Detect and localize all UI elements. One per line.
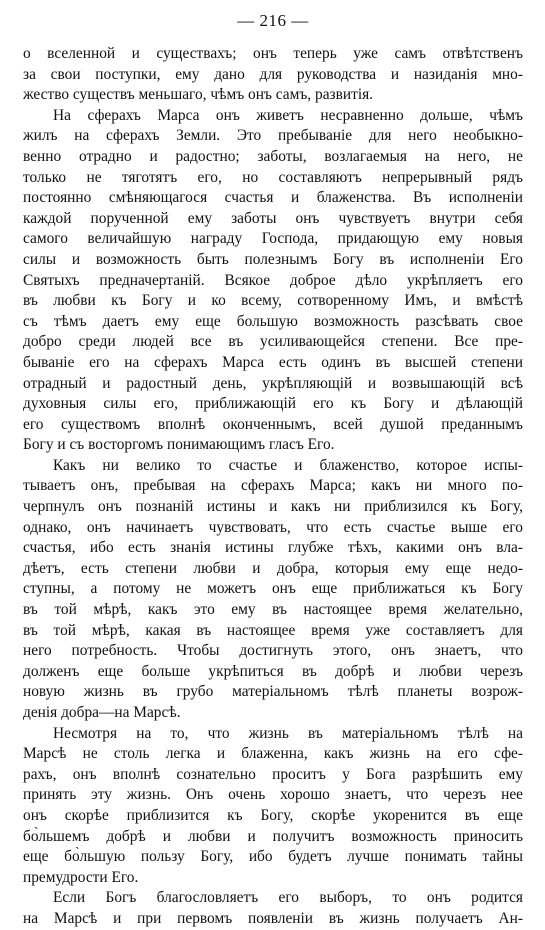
text-line: Святыхъ предначертаній. Всякое доброе дѣло укрѣпляетъ его	[23, 271, 523, 289]
text-line: Богу и съ восторгомъ понимающимъ гласъ Его.	[23, 436, 335, 454]
text-line: однако, онъ начинаетъ чувствовать, что есть счастье выше его	[23, 518, 523, 536]
text-line: въ той мѣрѣ, какъ это ему въ настоящее время желательно,	[23, 601, 523, 619]
text-line: силы и возможность быть полезнымъ Богу въ исполненіи Его	[23, 250, 523, 268]
text-line: каждой порученной ему заботы онъ чувствуетъ внутри себя	[23, 209, 523, 227]
text-line: ступны, а потому не можетъ онъ еще приближаться къ Богу	[23, 580, 523, 598]
text-line: самого величайшую награду Господа, придающую ему новыя	[23, 230, 523, 248]
text-line: дѣетъ, есть степени любви и добра, которыя ему еще недо-	[23, 559, 523, 577]
paragraph	[23, 106, 523, 456]
text-line: принять эту жизнь. Онъ очень хорошо знаетъ, что черезъ нее	[23, 786, 523, 804]
text-line: его существомъ вполнѣ оконченнымъ, всей душой преданнымъ	[23, 415, 523, 433]
text-line: него потребность. Чтобы достигнуть этого, онъ знаетъ, что	[23, 642, 523, 660]
text-line: съ тѣмъ даетъ ему еще большую возможность разсѣвать свое	[23, 312, 523, 330]
page-number: — 216 —	[237, 11, 309, 30]
text-line: за свои поступки, ему дано для руководства и назиданія мно-	[23, 65, 523, 83]
page-text	[23, 44, 523, 930]
text-line: счастья, ибо есть знанія истины глубже тѣхъ, какими онъ вла-	[23, 539, 523, 557]
text-line: еще бо̀льшую пользу Богу, ибо будетъ лучше понимать тайны	[23, 848, 523, 866]
text-line: въ той мѣрѣ, какая въ настоящее время уже составляетъ для	[23, 621, 523, 639]
text-line: Если Богъ благословляетъ его выборъ, то онъ родится	[53, 889, 523, 907]
text-line: бо̀льшемъ добрѣ и любви и получитъ возможность приносить	[23, 827, 523, 845]
text-line: премудрости Его.	[23, 868, 139, 886]
text-line: рахъ, онъ вполнѣ сознательно проситъ у Бога разрѣшить ему	[23, 765, 523, 783]
text-line: жество существъ меньшаго, чѣмъ онъ самъ, развитія.	[23, 86, 374, 104]
text-line: на Марсѣ и при первомъ появленіи въ жизнь получаетъ Ан-	[23, 909, 523, 927]
paragraph	[23, 44, 523, 106]
text-line: венно отрадно и радостно; заботы, возлагаемыя на него, не	[23, 147, 523, 165]
text-line: долженъ еще больше укрѣпиться въ добрѣ и любви черезъ	[23, 662, 523, 680]
text-line: постоянно смѣняющагося счастья и блаженства. Въ исполненіи	[23, 189, 523, 207]
text-line: новую жизнь въ грубо матеріальномъ тѣлѣ планеты возрож-	[23, 683, 523, 701]
text-line: черпнулъ онъ познаній истины и какъ ни приблизился къ Богу,	[23, 498, 523, 516]
text-line: Марсѣ не столь легка и блаженна, какъ жизнь на его сфе-	[23, 745, 523, 763]
text-line: На сферахъ Марса онъ живетъ несравненно дольше, чѣмъ	[53, 106, 523, 124]
text-line: въ любви къ Богу и ко всему, сотворенному Имъ, и вмѣстѣ	[23, 292, 523, 310]
text-line: только не тяготятъ его, но составляютъ непрерывный рядъ	[23, 168, 523, 186]
paragraph	[23, 888, 523, 929]
text-line: онъ скорѣе приблизится къ Богу, скорѣе укоренится въ еще	[23, 806, 523, 824]
text-line: отрадный и радостный день, укрѣпляющій и возвышающій всѣ	[23, 374, 523, 392]
text-line: Какъ ни велико то счастье и блаженство, которое испы-	[53, 456, 523, 474]
text-line: Несмотря на то, что жизнь въ матеріальномъ тѣлѣ на	[53, 724, 523, 742]
paragraph	[23, 456, 523, 724]
text-line: бываніе его на сферахъ Марса есть одинъ въ высшей степени	[23, 353, 523, 371]
text-line: духовныя силы его, приближающій его къ Богу и дѣлающій	[23, 395, 523, 413]
paragraph	[23, 724, 523, 889]
text-line: тываетъ онъ, пребывая на сферахъ Марса; какъ ни много по-	[23, 477, 523, 495]
text-line: денія добра—на Марсѣ.	[23, 704, 181, 721]
text-line: о вселенной и существахъ; онъ теперь уже самъ отвѣтственъ	[23, 45, 523, 62]
text-line: жилъ на сферахъ Земли. Это пребываніе для него необыкно-	[23, 127, 523, 145]
text-line: добро среди людей все въ усиливающейся степени. Все пре-	[23, 333, 523, 351]
